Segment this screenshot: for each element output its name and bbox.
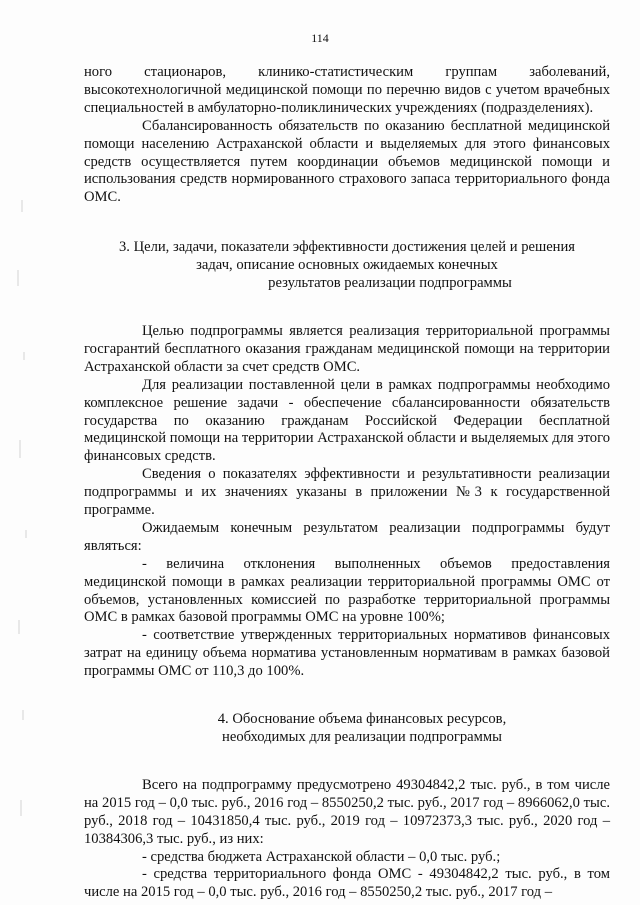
section-4-heading-line-2: необходимых для реализации подпрограммы bbox=[222, 729, 502, 745]
list-item-deviation: - величина отклонения выполненных объемов предоставления медицинской помощи в рамках реализации территориальной программы ОМС от объемов, установленных комиссией по разработке территориальной программы ОМС в рамках базовой программы ОМС на уровне 100%; bbox=[84, 555, 610, 626]
paragraph-expected-result: Ожидаемым конечным результатом реализации подпрограммы будут являться: bbox=[84, 519, 610, 554]
section-4-heading-line-1: 4. Обоснование объема финансовых ресурсов, bbox=[217, 711, 507, 728]
paragraph-goal: Целью подпрограммы является реализация территориальной программы госгарантий бесплатного оказания гражданам медицинской помощи на территории Астраханской области за счет средств ОМС. bbox=[84, 322, 610, 375]
scan-artifact-marks bbox=[8, 120, 38, 880]
paragraph-balance: Сбалансированность обязательств по оказанию бесплатной медицинской помощи населению Астраханской области и выделяемых для этого финансовых средств осуществляется путем координации объемов медицинской помощи и использования средств нормированного страхового запаса территориального фонда ОМС. bbox=[84, 117, 610, 206]
paragraph-indicators: Сведения о показателях эффективности и результативности реализации подпрограммы и их значениях указаны в приложении №3 к государственной программе. bbox=[84, 466, 610, 519]
section-3-heading-line-2: задач, описание основных ожидаемых конечных bbox=[196, 257, 498, 274]
section-4-heading bbox=[84, 711, 610, 747]
paragraph-continuation: ного стационаров, клинико-статистическим группам заболеваний, высокотехнологичной медицинской помощи по перечню видов с учетом врачебных специальностей в амбулаторно-поликлинических учреждениях (подразделениях). bbox=[84, 64, 610, 116]
list-item-oms-fund: - средства территориального фонда ОМС - 49304842,2 тыс. руб., в том числе на 2015 год – 0,0 тыс. руб., 2016 год – 8550250,2 тыс. руб., 2017 год – bbox=[84, 866, 610, 901]
list-item-normatives: - соответствие утвержденных территориальных нормативов финансовых затрат на единицу объема норматива установленным нормативам в рамках базовой программы ОМС от 110,3 до 100%. bbox=[84, 627, 610, 680]
section-3-heading-line-1: 3. Цели, задачи, показатели эффективности достижения целей и решения bbox=[118, 239, 576, 256]
paragraph-funding-total: Всего на подпрограмму предусмотрено 49304842,2 тыс. руб., в том числе на 2015 год – 0,0 тыс. руб., 2016 год – 8550250,2 тыс. руб., 2017 год – 8966062,0 тыс. руб., 2018 год – 10431850,4 тыс. руб., 2019 год – 10972373,3 тыс. руб., 2020 год – 10384306,3 тыс. руб., из них: bbox=[84, 776, 610, 847]
document-body bbox=[84, 64, 610, 902]
section-3-heading-line-3: результатов реализации подпрограммы bbox=[268, 275, 512, 292]
list-item-regional-budget: - средства бюджета Астраханской области – 0,0 тыс. руб.; bbox=[142, 848, 501, 865]
section-3-heading bbox=[84, 239, 610, 293]
paragraph-task: Для реализации поставленной цели в рамках подпрограммы необходимо комплексное решение задачи - обеспечение сбалансированности обязательств государства по оказанию гражданам Российской Федерации бесплатной медицинской помощи на территории Астраханской области и выделяемых для этого финансовых средств. bbox=[84, 376, 610, 465]
page-number: 114 bbox=[311, 31, 329, 45]
